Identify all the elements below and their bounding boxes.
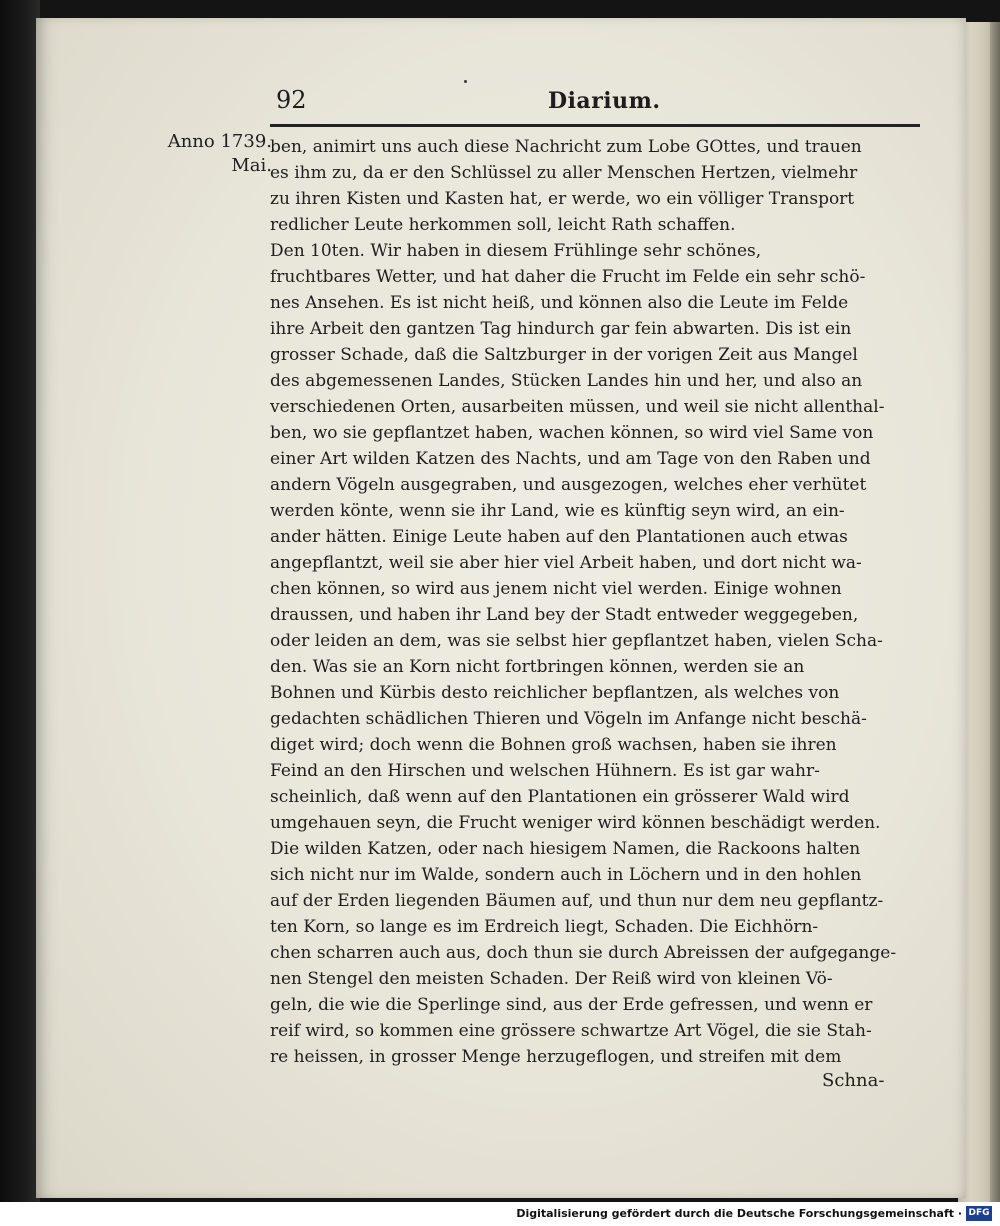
text-line: geln, die wie die Sperlinge sind, aus der Erde gefressen, und wenn er	[270, 995, 873, 1015]
text-line: gedachten schädlichen Thieren und Vögeln im Anfange nicht beschä-	[270, 709, 867, 729]
text-line: oder leiden an dem, was sie selbst hier gepflantzet haben, vielen Scha-	[270, 631, 883, 651]
text-line: redlicher Leute herkommen soll, leicht Rath schaffen.	[270, 215, 736, 235]
margin-note	[160, 130, 272, 178]
text-line: scheinlich, daß wenn auf den Plantationen ein grösserer Wald wird	[270, 787, 850, 807]
text-line: Die wilden Katzen, oder nach hiesigem Namen, die Rackoons halten	[270, 839, 861, 859]
text-line: Feind an den Hirschen und welschen Hühnern. Es ist gar wahr-	[270, 761, 820, 781]
text-line: andern Vögeln ausgegraben, und ausgezogen, welches eher verhütet	[270, 475, 867, 495]
text-line: ben, wo sie gepflantzet haben, wachen können, so wird viel Same von	[270, 423, 874, 443]
text-line: draussen, und haben ihr Land bey der Stadt entweder weggegeben,	[270, 605, 859, 625]
text-line: Bohnen und Kürbis desto reichlicher bepflantzen, als welches von	[270, 683, 840, 703]
text-line: angepflantzt, weil sie aber hier viel Arbeit haben, und dort nicht wa-	[270, 553, 862, 573]
text-line: einer Art wilden Katzen des Nachts, und am Tage von den Raben und	[270, 449, 871, 469]
funding-credit: Digitalisierung gefördert durch die Deutsche Forschungsgemeinschaft ·	[516, 1207, 962, 1220]
running-title: Diarium.	[548, 88, 661, 114]
adjacent-page-edge	[0, 0, 40, 1226]
text-line: grosser Schade, daß die Saltzburger in der vorigen Zeit aus Mangel	[270, 345, 858, 365]
text-line: ihre Arbeit den gantzen Tag hindurch gar fein abwarten. Dis ist ein	[270, 319, 852, 339]
text-line: fruchtbares Wetter, und hat daher die Frucht im Felde ein sehr schö-	[270, 267, 866, 287]
header-rule	[270, 124, 920, 127]
dfg-logo: DFG	[966, 1206, 992, 1221]
text-line: sich nicht nur im Walde, sondern auch in Löchern und in den hohlen	[270, 865, 862, 885]
catchword: Schna-	[822, 1070, 885, 1091]
page-number: 92	[276, 86, 307, 114]
footer-bar	[0, 1202, 1000, 1226]
body-text	[270, 134, 920, 1070]
text-line: ben, animirt uns auch diese Nachricht zum Lobe GOttes, und trauen	[270, 137, 862, 157]
text-line: verschiedenen Orten, ausarbeiten müssen, und weil sie nicht allenthal-	[270, 397, 885, 417]
text-line: nen Stengel den meisten Schaden. Der Reiß wird von kleinen Vö-	[270, 969, 833, 989]
text-line: reif wird, so kommen eine grössere schwartze Art Vögel, die sie Stah-	[270, 1021, 872, 1041]
text-line: diget wird; doch wenn die Bohnen groß wachsen, haben sie ihren	[270, 735, 837, 755]
margin-note-year: Anno 1739.	[167, 131, 272, 152]
text-line: ten Korn, so lange es im Erdreich liegt, Schaden. Die Eichhörn-	[270, 917, 819, 937]
text-line: re heissen, in grosser Menge herzugeflogen, und streifen mit dem	[270, 1047, 842, 1067]
text-line: zu ihren Kisten und Kasten hat, er werde, wo ein völliger Transport	[270, 189, 855, 209]
text-line: chen scharren auch aus, doch thun sie durch Abreissen der aufgegange-	[270, 943, 897, 963]
text-line: auf der Erden liegenden Bäumen auf, und thun nur dem neu gepflantz-	[270, 891, 884, 911]
text-line: den. Was sie an Korn nicht fortbringen können, werden sie an	[270, 657, 805, 677]
text-line: umgehauen seyn, die Frucht weniger wird können beschädigt werden.	[270, 813, 881, 833]
text-line: werden könte, wenn sie ihr Land, wie es künftig seyn wird, an ein-	[270, 501, 845, 521]
text-line: chen können, so wird aus jenem nicht viel werden. Einige wohnen	[270, 579, 842, 599]
margin-note-month: Mai.	[231, 155, 272, 176]
text-line: es ihm zu, da er den Schlüssel zu aller Menschen Hertzen, vielmehr	[270, 163, 858, 183]
text-line: Den 10ten. Wir haben in diesem Frühlinge sehr schönes,	[270, 241, 762, 261]
text-line: des abgemessenen Landes, Stücken Landes hin und her, und also an	[270, 371, 863, 391]
page-header	[270, 82, 920, 122]
text-line: nes Ansehen. Es ist nicht heiß, und können also die Leute im Felde	[270, 293, 849, 313]
text-line: ander hätten. Einige Leute haben auf den Plantationen auch etwas	[270, 527, 848, 547]
